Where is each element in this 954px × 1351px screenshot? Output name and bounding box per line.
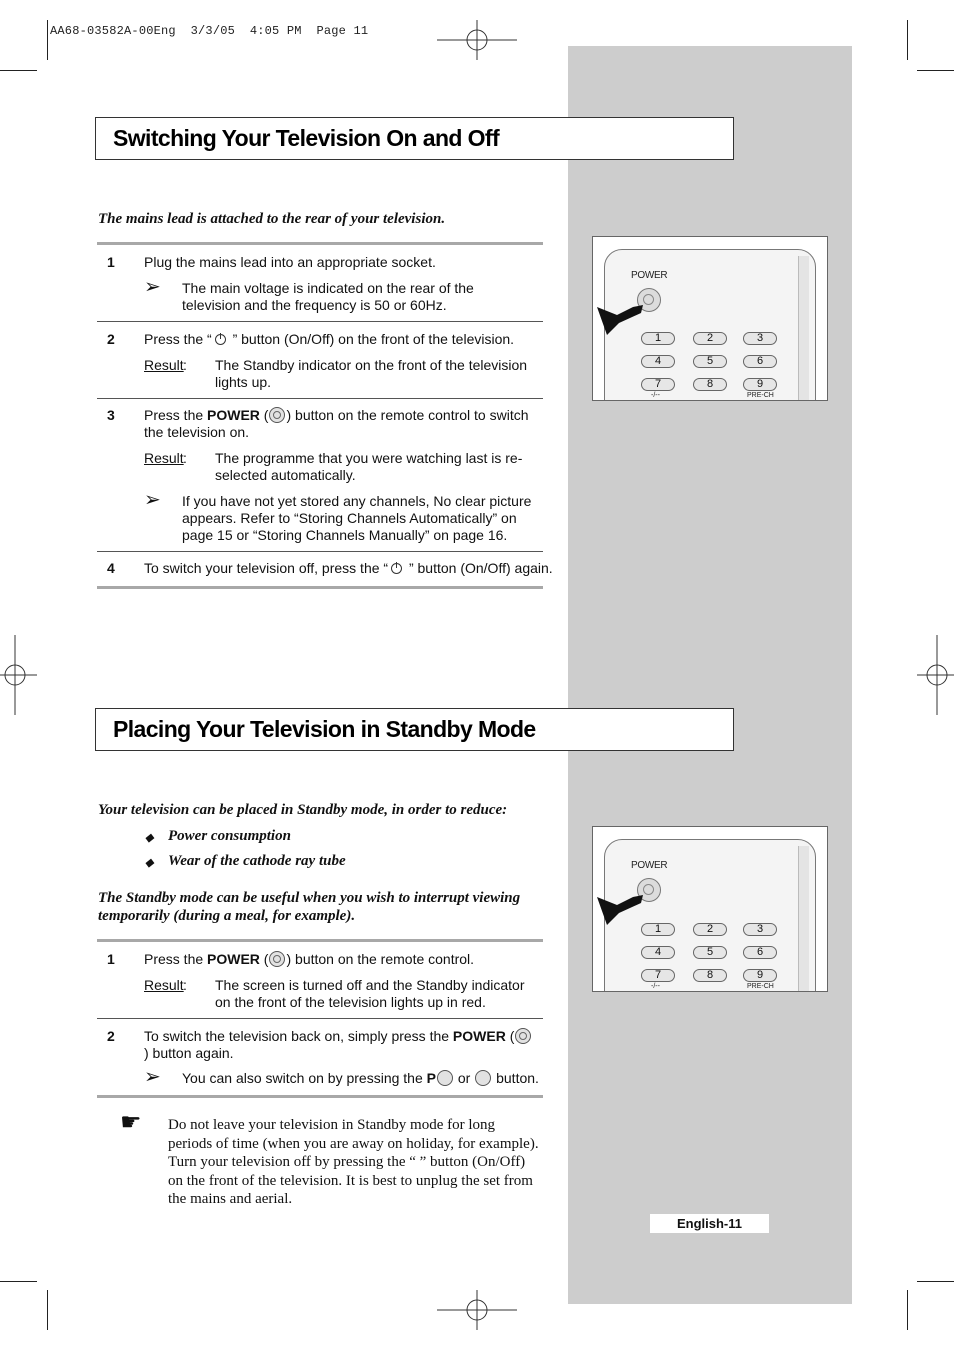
text: Press the “ xyxy=(144,331,212,347)
text: Press the xyxy=(144,407,208,423)
step-number: 4 xyxy=(107,560,115,576)
rule xyxy=(97,939,543,942)
step-number: 2 xyxy=(107,331,115,347)
bullet-item: Wear of the cathode ray tube xyxy=(168,853,346,869)
section2-intro: Your television can be placed in Standby mode, in order to reduce: xyxy=(98,802,508,818)
text-bold: POWER xyxy=(207,951,260,967)
step-text: Press the POWER ( ) button on the remote control to switch the television on. xyxy=(144,407,529,440)
numkey: 6 xyxy=(743,355,777,368)
text: Press the xyxy=(144,951,208,967)
remote-illustration xyxy=(592,826,828,992)
section1-title xyxy=(95,117,734,160)
section1-title-text: Switching Your Television On and Off xyxy=(113,125,500,151)
step-text xyxy=(144,331,544,348)
numkey: 4 xyxy=(641,355,675,368)
channel-down-icon xyxy=(475,1070,491,1086)
step-number: 2 xyxy=(107,1028,115,1044)
rule xyxy=(97,1095,543,1098)
numkey: 9 xyxy=(743,969,777,982)
remote-illustration xyxy=(592,236,828,401)
section2-intro2: The Standby mode can be useful when you wish to interrupt viewing temporarily (during a meal, for example). xyxy=(98,890,521,924)
step-text: Plug the mains lead into an appropriate socket. xyxy=(144,254,436,270)
bullet-item: Power consumption xyxy=(168,828,291,844)
text: ” button (On/Off) again. xyxy=(405,560,553,576)
note-text: If you have not yet stored any channels, No clear picture appears. Refer to “Storing Channels Automatically” on page 15 or “Storing Channels Manually” on page 16. xyxy=(182,493,532,543)
step-number: 3 xyxy=(107,407,115,423)
text: or xyxy=(453,1070,475,1086)
subkey-label: -/-- xyxy=(651,392,660,399)
result-text: The screen is turned off and the Standby indicator on the front of the television lights up in red. xyxy=(215,977,525,1010)
subkey-label: PRE-CH xyxy=(747,392,774,399)
text: You can also switch on by pressing the xyxy=(182,1070,427,1086)
numkey: 5 xyxy=(693,946,727,959)
numkey: 8 xyxy=(693,378,727,391)
arrow-note-icon: ➢ xyxy=(144,276,161,298)
print-slug: AA68-03582A-00Eng 3/3/05 4:05 PM Page 11 xyxy=(50,24,369,38)
pointer-arrow-icon xyxy=(597,295,645,335)
colon: : xyxy=(183,977,187,993)
step-number: 1 xyxy=(107,951,115,967)
text: ” button (On/Off) on the front of the television. xyxy=(228,331,515,347)
numkey: 7 xyxy=(641,969,675,982)
text: button again. xyxy=(148,1045,234,1061)
pointer-arrow-icon xyxy=(597,885,645,925)
numkey: 2 xyxy=(693,923,727,936)
numkey: 1 xyxy=(641,332,675,345)
text-bold: P xyxy=(426,1070,436,1086)
result-label: Result xyxy=(144,357,184,373)
note-text xyxy=(182,1070,542,1087)
power-symbol-icon xyxy=(215,334,226,345)
step-number: 1 xyxy=(107,254,115,270)
numkey: 3 xyxy=(743,923,777,936)
rule xyxy=(97,321,543,322)
numkey: 1 xyxy=(641,923,675,936)
diamond-bullet-icon: ◆ xyxy=(145,857,154,869)
text-bold: POWER xyxy=(207,407,260,423)
text: button. xyxy=(492,1070,539,1086)
step-text: To switch the television back on, simply press the POWER () button again. xyxy=(144,1028,534,1062)
rule xyxy=(97,1018,543,1019)
text: To switch the television back on, simply press the xyxy=(144,1028,453,1044)
note-text: The main voltage is indicated on the rear of the television and the frequency is 50 or 60Hz. xyxy=(182,280,474,313)
power-label: POWER xyxy=(631,270,668,281)
step-text xyxy=(144,560,554,577)
power-label: POWER xyxy=(631,860,668,871)
channel-up-icon xyxy=(437,1070,453,1086)
rule xyxy=(97,551,543,552)
colon: : xyxy=(183,357,187,373)
section1-intro: The mains lead is attached to the rear of your television. xyxy=(98,211,446,227)
caution-text: Do not leave your television in Standby mode for long periods of time (when you are away on holiday, for example). Turn your television off by pressing the “ ” button (On/Off) on the front of the television. It is best to unplug the set from the mains and aerial. xyxy=(168,1117,539,1207)
numkey: 8 xyxy=(693,969,727,982)
numkey: 5 xyxy=(693,355,727,368)
section2-title-text: Placing Your Television in Standby Mode xyxy=(113,716,536,742)
rule xyxy=(97,398,543,399)
power-symbol-icon xyxy=(391,563,402,574)
colon: : xyxy=(183,450,187,466)
diamond-bullet-icon: ◆ xyxy=(145,832,154,844)
subkey-label: PRE-CH xyxy=(747,983,774,990)
text: button on the remote control. xyxy=(291,951,475,967)
power-button-icon xyxy=(515,1028,531,1044)
numkey: 2 xyxy=(693,332,727,345)
result-text: The Standby indicator on the front of the television lights up. xyxy=(215,357,528,390)
numkey: 7 xyxy=(641,378,675,391)
step-text: Press the POWER ( ) button on the remote control. xyxy=(144,951,475,967)
power-button-icon xyxy=(269,951,285,967)
power-button-icon xyxy=(269,407,285,423)
numkey: 9 xyxy=(743,378,777,391)
text-bold: POWER xyxy=(452,1028,506,1044)
result-label: Result xyxy=(144,977,184,993)
arrow-note-icon: ➢ xyxy=(144,489,161,511)
rule xyxy=(97,242,543,245)
numkey: 6 xyxy=(743,946,777,959)
numkey: 4 xyxy=(641,946,675,959)
text: button on the remote control to switch the television on. xyxy=(144,407,529,440)
rule xyxy=(97,586,543,589)
result-label: Result xyxy=(144,450,184,466)
numkey: 3 xyxy=(743,332,777,345)
result-text: The programme that you were watching last is re-selected automatically. xyxy=(215,450,523,483)
pointing-hand-icon: ☛ xyxy=(120,1109,142,1136)
page-number-label: English-11 xyxy=(650,1214,769,1233)
arrow-note-icon: ➢ xyxy=(144,1066,161,1088)
subkey-label: -/-- xyxy=(651,983,660,990)
section2-title xyxy=(95,708,734,751)
text: To switch your television off, press the “ xyxy=(144,560,389,576)
